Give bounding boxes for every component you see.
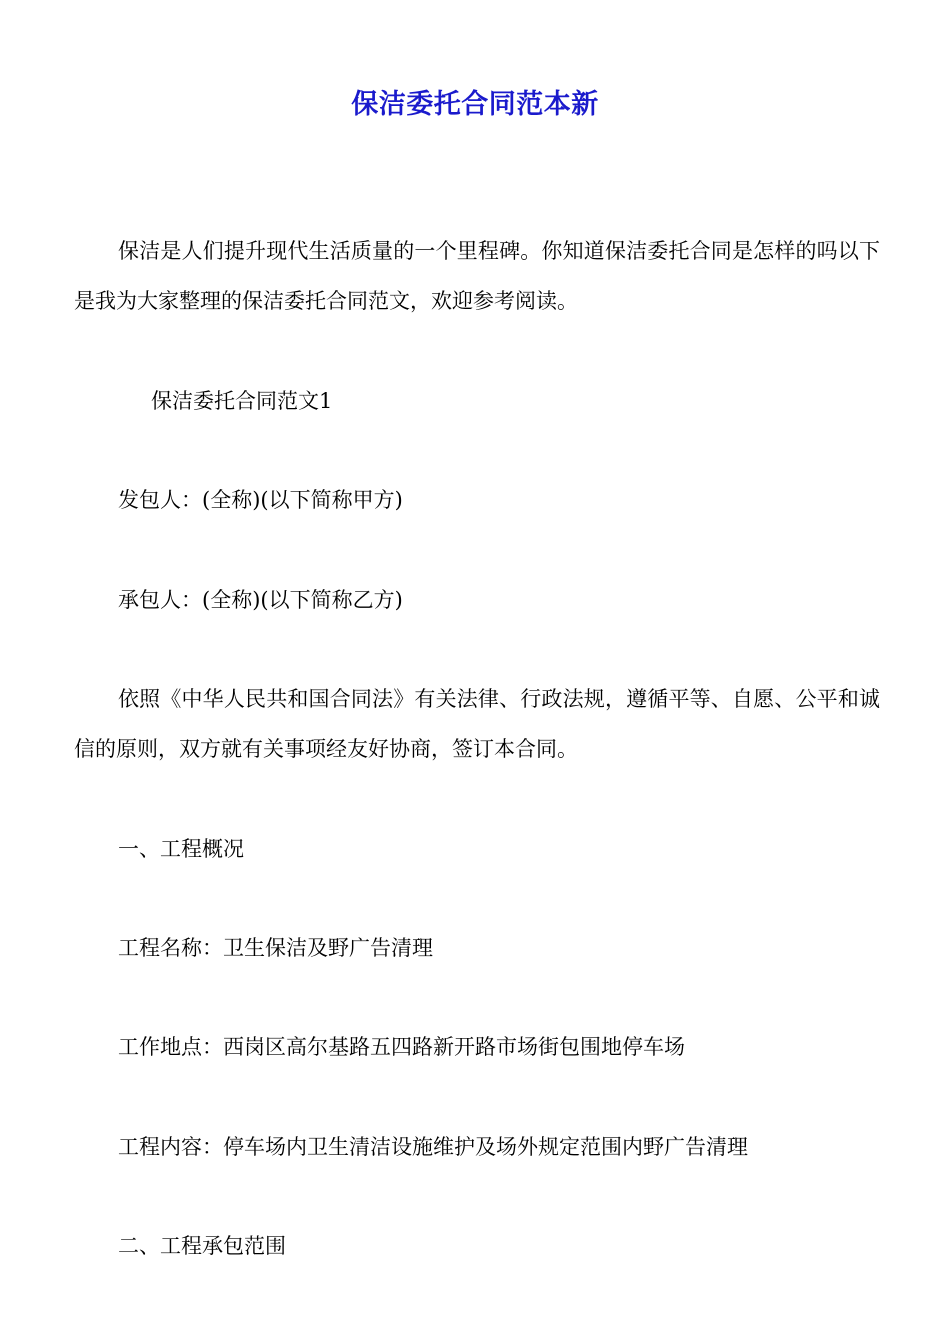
section-heading-scope: 二、工程承包范围: [118, 1234, 286, 1258]
section-heading-overview: 一、工程概况: [118, 837, 244, 861]
client-line: 发包人：(全称)(以下简称甲方): [118, 488, 403, 512]
basis-paragraph: 依照《中华人民共和国合同法》有关法律、行政法规，遵循平等、自愿、公平和诚信的原则，双方就有关事项经友好协商，签订本合同。: [74, 687, 880, 761]
project-name-line: 工程名称：卫生保洁及野广告清理: [118, 936, 433, 960]
document-title: 保洁委托合同范本新: [351, 89, 599, 120]
work-location-line: 工作地点：西岗区高尔基路五四路新开路市场街包围地停车场: [118, 1035, 685, 1059]
section-heading-sample-1: 保洁委托合同范文1: [151, 389, 333, 413]
contractor-line: 承包人：(全称)(以下简称乙方): [118, 588, 403, 612]
project-content-line: 工程内容：停车场内卫生清洁设施维护及场外规定范围内野广告清理: [118, 1135, 748, 1159]
intro-paragraph: 保洁是人们提升现代生活质量的一个里程碑。你知道保洁委托合同是怎样的吗以下是我为大家整理的保洁委托合同范文，欢迎参考阅读。: [74, 239, 880, 313]
